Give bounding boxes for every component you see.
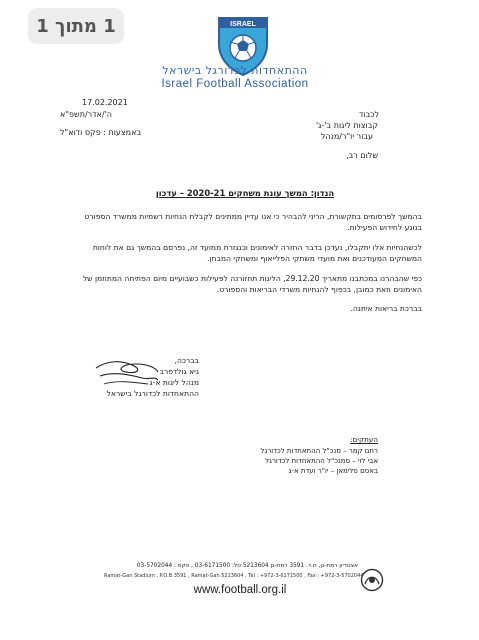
body-paragraph: כפי שהבהרנו במכתבנו מתאריך 29.12.20, הליגות תחזורנה לפעילות כשבועיים מיום הפתיחה המתוזמן של האימונים וזאת כמובן, בכפוף להנחיות משרדי הבריאות והספורט. xyxy=(82,274,422,294)
cc-item: אבי לוי – סמנכ"ל ההתאחדות לכדורגל xyxy=(265,457,378,465)
org-name-english: Israel Football Association xyxy=(161,78,309,90)
page-counter-badge: 1 מתוך 1 xyxy=(28,8,124,44)
signature-closing: בברכה, xyxy=(174,356,199,365)
org-name-hebrew: ההתאחדות לכדורגל בישראל xyxy=(162,64,308,77)
footer-website-link[interactable]: www.football.org.il xyxy=(193,584,287,596)
cc-item: באסם סלימאן – יו"ר ועדת א-ג xyxy=(288,467,378,475)
body-paragraph: בהמשך לפרסומים בתקשורת, הריני להבהיר כי אנו עדיין ממתינים לקבלת הנחיות רשמיות ממשרד הספורט בנוגע לחידוש הפעילות. xyxy=(84,212,422,232)
greeting: שלום רב, xyxy=(346,151,378,160)
footer-address-english: Ramat-Gan Stadium , P.O.B 3591 , Ramat-Gan 5213604 , Tel : +972-3-6171500 , Fax : +972-3-5702044 xyxy=(104,573,364,579)
cc-title: העתקים: xyxy=(350,435,378,444)
cc-item: רתם קמר – מנכ"ל ההתאחדות לכדורגל xyxy=(260,447,378,455)
body-paragraph: בברכת בריאות איתנה. xyxy=(350,304,422,313)
ifa-emblem-icon xyxy=(360,567,384,593)
logo-text: ISRAEL xyxy=(230,21,256,28)
cc-list xyxy=(178,446,378,476)
body-paragraph: לכשהנחיות אלו יתקבלו, נעדכן בדבר החזרה לאימונים וכנגזרת ממועד זה, נפרסם בהמשך גם את לוחות המשחקים המעודכנים ואת מועדי משחקי הפלייאוף ומשחקי המבחן. xyxy=(92,243,422,263)
signature-name: גיא גולדפרב xyxy=(159,367,199,376)
date-hebrew: ה'/אדר/תשפ"א xyxy=(60,110,112,119)
signature-title: מנהל ליגות א-ג xyxy=(149,378,199,387)
letter-subject: הנדון: המשך עונת משחקים 2020-21 – עדכון xyxy=(155,188,335,198)
recipient-line-2: עבור יו"ר/מנהל xyxy=(320,132,373,141)
delivery-method: באמצעות : פקס ודוא"ל xyxy=(60,128,142,137)
signature-block xyxy=(89,355,199,399)
signature-org: ההתאחדות לכדורגל בישראל xyxy=(106,389,199,398)
to-label: לכבוד xyxy=(359,110,379,119)
footer-address-hebrew: אצטדיון רמת-גן, ת.ד. 3591 רמת-גן 5213604 טל: 03-6171500 , פקס : 03-5702044 xyxy=(136,563,358,569)
date-gregorian: 17.02.2021 xyxy=(82,98,128,107)
recipient-line-1: קבוצות ליגות ב'-ג' xyxy=(315,121,378,130)
